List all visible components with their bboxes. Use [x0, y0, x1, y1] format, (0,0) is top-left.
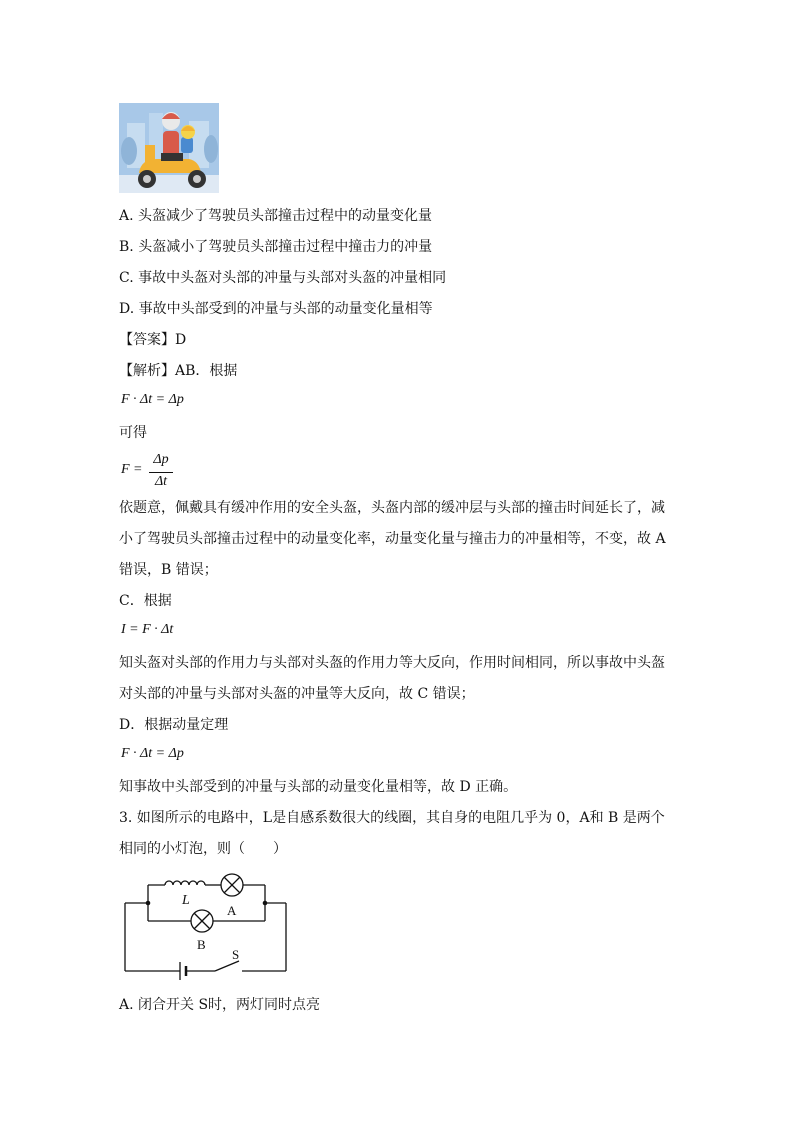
option-c: C. 事故中头盔对头部的冲量与头部对头盔的冲量相同	[119, 270, 447, 286]
option-b: B. 头盔减小了驾驶员头部撞击过程中撞击力的冲量	[119, 239, 433, 255]
fraction-denominator: Δt	[154, 474, 168, 489]
label-l: L	[182, 893, 190, 908]
paragraph-1-line-2: 小了驾驶员头部撞击过程中的动量变化率，动量变化量与撞击力的冲量相等，不变，故 A	[119, 531, 666, 547]
label-a: A	[227, 903, 237, 918]
question-3-stem-line-1: 3. 如图所示的电路中，L是自感系数很大的线圈，其自身的电阻几乎为 0，A和 B 是两个	[119, 810, 665, 826]
analysis-ab-label: 【解析】AB．根据	[119, 363, 238, 379]
equation-momentum-2: F · Δt = Δp	[121, 746, 184, 761]
analysis-d-label: D．根据动量定理	[119, 717, 229, 733]
equation-momentum-1: F · Δt = Δp	[121, 392, 184, 407]
fraction-bar	[149, 472, 173, 473]
label-b: B	[197, 937, 206, 952]
fraction-numerator: Δp	[153, 452, 169, 467]
kede-text: 可得	[119, 425, 147, 441]
question-3-option-a: A. 闭合开关 S时，两灯同时点亮	[119, 997, 321, 1013]
switch-s	[215, 961, 239, 971]
fraction-lhs: F =	[121, 462, 143, 477]
question-3-stem-line-2: 相同的小灯泡，则（ ）	[119, 841, 287, 857]
circuit-diagram	[120, 873, 295, 983]
option-d: D. 事故中头部受到的冲量与头部的动量变化量相等	[119, 301, 433, 317]
paragraph-3: 知事故中头部受到的冲量与头部的动量变化量相等，故 D 正确。	[119, 779, 518, 795]
helmet-scooter-illustration	[119, 103, 219, 193]
analysis-c-label: C．根据	[119, 593, 172, 609]
answer-label: 【答案】D	[119, 332, 187, 348]
paragraph-2-line-2: 对头部的冲量与头部对头盔的冲量等大反向，故 C 错误；	[119, 686, 475, 702]
inductor-coil	[165, 881, 205, 885]
option-a: A. 头盔减少了驾驶员头部撞击过程中的动量变化量	[119, 208, 433, 224]
paragraph-2-line-1: 知头盔对头部的作用力与头部对头盔的作用力等大反向，作用时间相同，所以事故中头盔	[119, 655, 665, 671]
paragraph-1-line-1: 依题意，佩戴具有缓冲作用的安全头盔，头盔内部的缓冲层与头部的撞击时间延长了，减	[119, 500, 665, 516]
equation-impulse: I = F · Δt	[121, 622, 174, 637]
label-s: S	[232, 947, 240, 962]
paragraph-1-line-3: 错误，B 错误；	[119, 562, 218, 578]
